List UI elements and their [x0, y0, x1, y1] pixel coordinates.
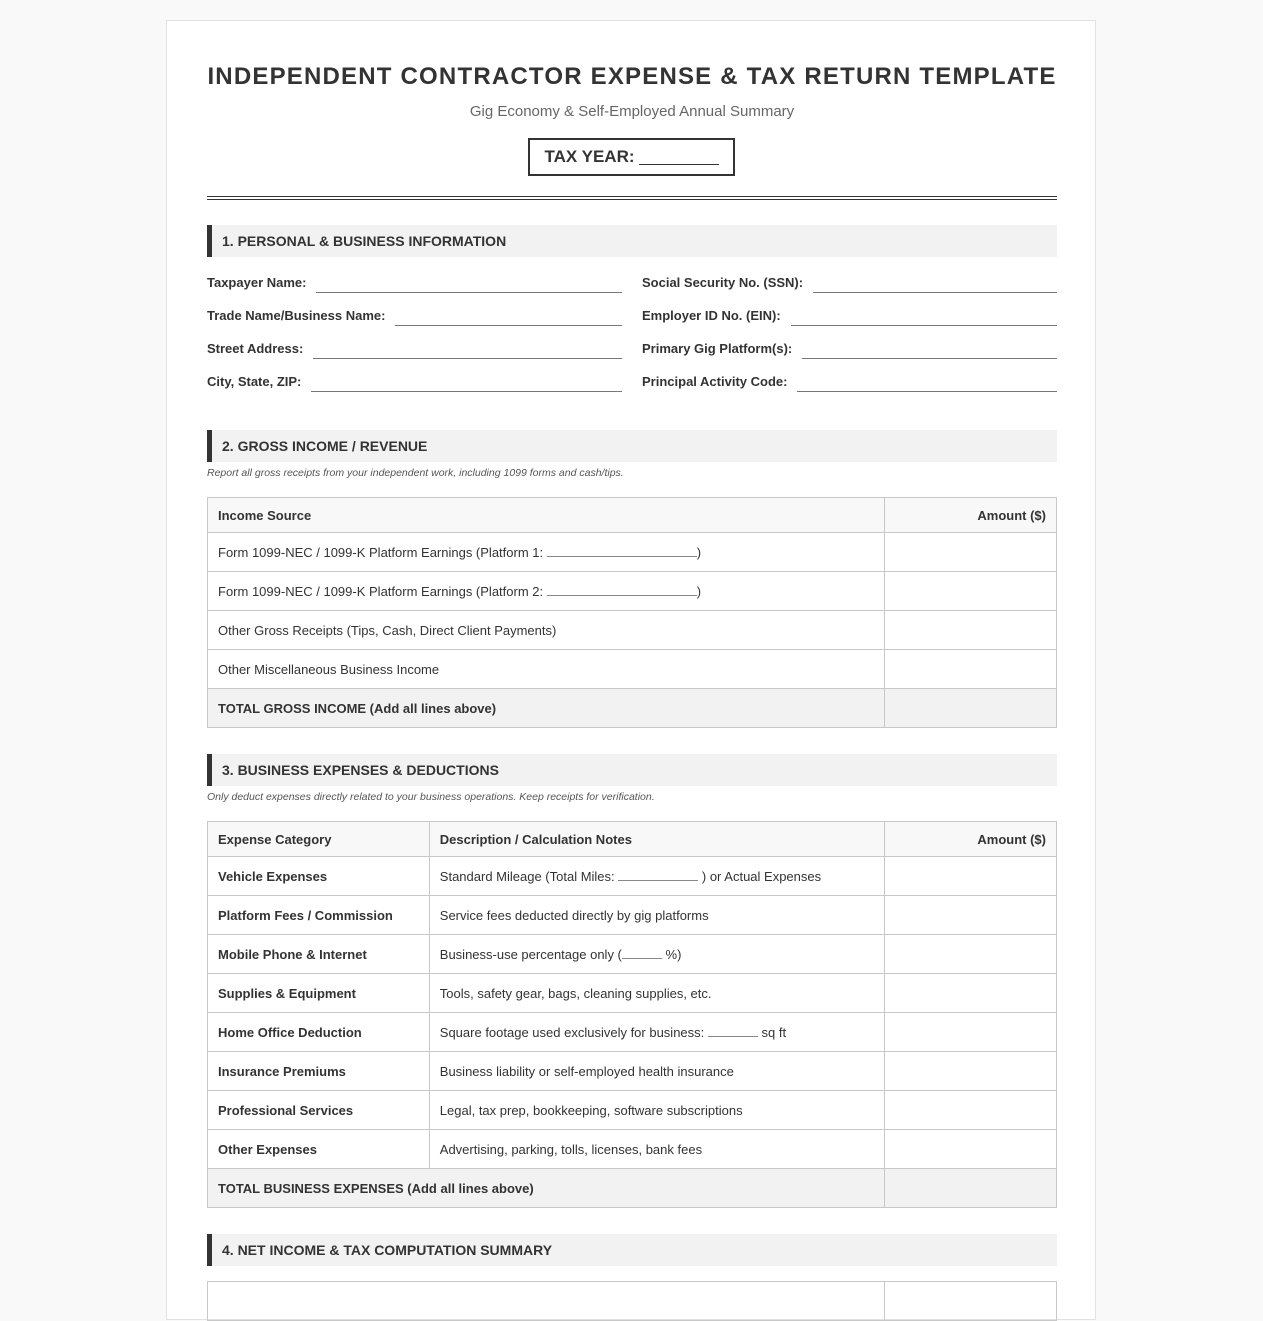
- row-text: Standard Mileage (Total Miles:: [439, 869, 615, 884]
- table-row: [208, 974, 1057, 1013]
- description-cell: Advertising, parking, tolls, licenses, bank fees: [429, 1130, 884, 1169]
- row-text-post: ): [696, 584, 702, 599]
- description-cell: Business liability or self-employed health insurance: [429, 1052, 884, 1091]
- table-row: [208, 1013, 1057, 1052]
- form-title: INDEPENDENT CONTRACTOR EXPENSE & TAX RETURN TEMPLATE: [207, 63, 1057, 90]
- tax-year-label: TAX YEAR:: [544, 147, 635, 166]
- field-label: Primary Gig Platform(s):: [642, 341, 793, 356]
- table-row: [208, 1282, 1057, 1321]
- field-label: City, State, ZIP:: [207, 374, 302, 389]
- tax-year-box[interactable]: [528, 138, 735, 176]
- description-cell: [429, 1013, 884, 1052]
- amount-cell[interactable]: [885, 1052, 1057, 1091]
- total-gross-income-label: TOTAL GROSS INCOME (Add all lines above): [208, 689, 885, 728]
- expense-category-cell: Other Expenses: [208, 1130, 430, 1169]
- expense-category-cell: Platform Fees / Commission: [208, 896, 430, 935]
- activity-code-field[interactable]: [642, 370, 1057, 392]
- field-line[interactable]: [791, 307, 1057, 326]
- section-3-note: Only deduct expenses directly related to your business operations. Keep receipts for verification.: [207, 791, 655, 803]
- section-2-heading: 2. GROSS INCOME / REVENUE: [207, 430, 1057, 462]
- col-description: Description / Calculation Notes: [429, 822, 884, 857]
- col-expense-category: Expense Category: [208, 822, 430, 857]
- square-footage-blank[interactable]: [708, 1024, 758, 1037]
- taxpayer-name-field[interactable]: [207, 271, 622, 293]
- field-label: Principal Activity Code:: [642, 374, 788, 389]
- section-3-heading: 3. BUSINESS EXPENSES & DEDUCTIONS: [207, 754, 1057, 786]
- amount-cell[interactable]: [885, 533, 1057, 572]
- field-label: Street Address:: [207, 341, 304, 356]
- street-address-field[interactable]: [207, 337, 622, 359]
- description-cell: [429, 935, 884, 974]
- form-page: [166, 20, 1096, 1320]
- ein-field[interactable]: [642, 304, 1057, 326]
- expense-category-cell: Mobile Phone & Internet: [208, 935, 430, 974]
- expenses-table: [207, 821, 1057, 1208]
- row-text: Form 1099-NEC / 1099-K Platform Earnings (Platform 2:: [218, 584, 544, 599]
- table-row: [208, 857, 1057, 896]
- section-2-note: Report all gross receipts from your independent work, including 1099 forms and cash/tips.: [207, 467, 624, 479]
- field-line[interactable]: [813, 274, 1057, 293]
- amount-cell[interactable]: [885, 572, 1057, 611]
- table-row: [208, 1091, 1057, 1130]
- table-row: [208, 572, 1057, 611]
- col-income-source: Income Source: [208, 498, 885, 533]
- field-label: Taxpayer Name:: [207, 275, 307, 290]
- expense-category-cell: Supplies & Equipment: [208, 974, 430, 1013]
- summary-cell: [208, 1282, 885, 1321]
- city-state-zip-field[interactable]: [207, 370, 622, 392]
- gig-platform-field[interactable]: [642, 337, 1057, 359]
- expense-category-cell: Professional Services: [208, 1091, 430, 1130]
- amount-cell[interactable]: [885, 1013, 1057, 1052]
- field-line[interactable]: [313, 340, 622, 359]
- amount-cell[interactable]: [885, 611, 1057, 650]
- table-header-row: [208, 822, 1057, 857]
- business-name-field[interactable]: [207, 304, 622, 326]
- row-text: Square footage used exclusively for business:: [439, 1025, 705, 1040]
- income-source-cell: [208, 533, 885, 572]
- field-label: Employer ID No. (EIN):: [642, 308, 781, 323]
- field-line[interactable]: [316, 274, 622, 293]
- field-label: Trade Name/Business Name:: [207, 308, 386, 323]
- description-cell: Legal, tax prep, bookkeeping, software subscriptions: [429, 1091, 884, 1130]
- field-line[interactable]: [802, 340, 1057, 359]
- total-miles-blank[interactable]: [618, 868, 698, 881]
- header-divider: [207, 196, 1057, 200]
- col-amount: Amount ($): [885, 498, 1057, 533]
- description-cell: Service fees deducted directly by gig platforms: [429, 896, 884, 935]
- gross-income-table: [207, 497, 1057, 728]
- table-row: [208, 935, 1057, 974]
- section-4-heading: 4. NET INCOME & TAX COMPUTATION SUMMARY: [207, 1234, 1057, 1266]
- field-line[interactable]: [311, 373, 622, 392]
- field-line[interactable]: [797, 373, 1057, 392]
- table-row: [208, 611, 1057, 650]
- row-text: Form 1099-NEC / 1099-K Platform Earnings (Platform 1:: [218, 545, 544, 560]
- description-cell: Tools, safety gear, bags, cleaning supplies, etc.: [429, 974, 884, 1013]
- amount-cell[interactable]: [885, 1091, 1057, 1130]
- row-text-post: ) or Actual Expenses: [701, 869, 822, 884]
- total-row: [208, 1169, 1057, 1208]
- expense-category-cell: Insurance Premiums: [208, 1052, 430, 1091]
- total-amount-cell[interactable]: [885, 689, 1057, 728]
- tax-year-blank[interactable]: [639, 150, 719, 165]
- table-row: [208, 650, 1057, 689]
- amount-cell[interactable]: [885, 1282, 1057, 1321]
- table-row: [208, 1052, 1057, 1091]
- table-row: [208, 533, 1057, 572]
- row-text-post: sq ft: [761, 1025, 787, 1040]
- row-text-post: ): [696, 545, 702, 560]
- field-line[interactable]: [395, 307, 622, 326]
- total-row: [208, 689, 1057, 728]
- income-source-cell: [208, 572, 885, 611]
- platform-1-blank[interactable]: [547, 544, 697, 557]
- table-header-row: [208, 498, 1057, 533]
- description-cell: [429, 857, 884, 896]
- row-text-post: %): [665, 947, 682, 962]
- col-amount: Amount ($): [885, 822, 1057, 857]
- amount-cell[interactable]: [885, 974, 1057, 1013]
- ssn-field[interactable]: [642, 271, 1057, 293]
- field-label: Social Security No. (SSN):: [642, 275, 804, 290]
- income-source-cell: Other Miscellaneous Business Income: [208, 650, 885, 689]
- platform-2-blank[interactable]: [547, 583, 697, 596]
- table-row: [208, 1130, 1057, 1169]
- amount-cell[interactable]: [885, 650, 1057, 689]
- form-subtitle: Gig Economy & Self-Employed Annual Summary: [469, 103, 795, 120]
- amount-cell[interactable]: [885, 1130, 1057, 1169]
- table-row: [208, 896, 1057, 935]
- row-text: Business-use percentage only (: [439, 947, 622, 962]
- total-expenses-label: TOTAL BUSINESS EXPENSES (Add all lines above): [208, 1169, 885, 1208]
- net-income-table: [207, 1281, 1057, 1321]
- amount-cell[interactable]: [885, 935, 1057, 974]
- section-1-heading: 1. PERSONAL & BUSINESS INFORMATION: [207, 225, 1057, 257]
- income-source-cell: Other Gross Receipts (Tips, Cash, Direct Client Payments): [208, 611, 885, 650]
- total-amount-cell[interactable]: [885, 1169, 1057, 1208]
- expense-category-cell: Home Office Deduction: [208, 1013, 430, 1052]
- amount-cell[interactable]: [885, 896, 1057, 935]
- expense-category-cell: Vehicle Expenses: [208, 857, 430, 896]
- amount-cell[interactable]: [885, 857, 1057, 896]
- business-use-percent-blank[interactable]: [622, 946, 662, 959]
